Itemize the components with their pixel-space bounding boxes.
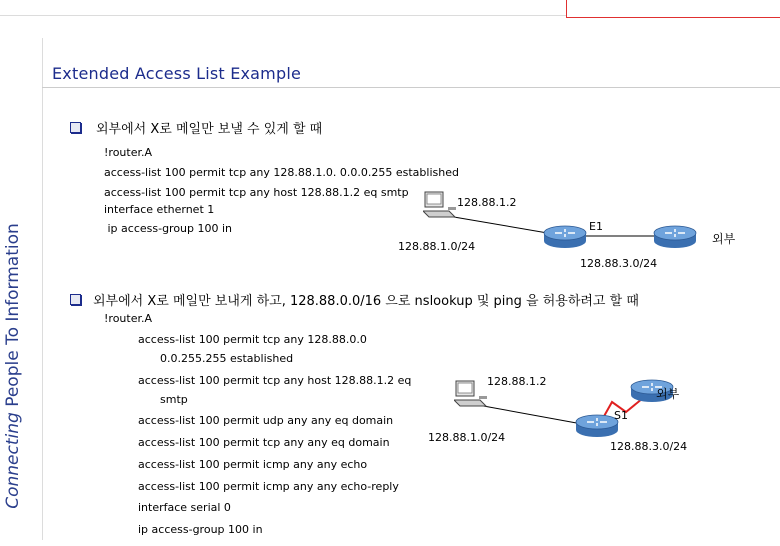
section1-code-line: access-list 100 permit tcp any 128.88.1.0. 0.0.0.255 established [104, 166, 459, 179]
wan-network-label: 128.88.3.0/24 [580, 257, 658, 270]
lan-network-label: 128.88.1.0/24 [398, 240, 476, 253]
section2-code-line: 0.0.255.255 established [160, 352, 294, 365]
section1-code-line: !router.A [104, 146, 153, 159]
section2-code-line: access-list 100 permit icmp any any echo-reply [138, 480, 399, 493]
section2-code-line: ip access-group 100 in [138, 523, 263, 536]
section2-heading: 외부에서 X로 메일만 보내게 하고, 128.88.0.0/16 으로 nslookup 및 ping 을 허용하려고 할 때 [93, 294, 639, 309]
section2-code-line: smtp [160, 393, 188, 406]
section2-code-line: access-list 100 permit icmp any any echo [138, 458, 368, 471]
sidebar-branding-text: People To Information [3, 223, 23, 413]
section2-code-line: access-list 100 permit tcp any host 128.88.1.2 eq [138, 374, 412, 387]
section1-code-line: interface ethernet 1 [104, 203, 215, 216]
section1-code-line: ip access-group 100 in [104, 222, 233, 235]
router-interface-label: S1 [614, 409, 628, 422]
router-interface-label: E1 [589, 220, 603, 233]
outside-label: 외부 [712, 232, 736, 246]
sidebar-branding-italic: Connecting [3, 412, 23, 509]
section2-code-line: interface serial 0 [138, 501, 231, 514]
outside-label: 외부 [656, 387, 680, 401]
section1-code-line: access-list 100 permit tcp any host 128.88.1.2 eq smtp [104, 186, 409, 199]
section2-router-name: !router.A [104, 312, 153, 325]
wan-network-label: 128.88.3.0/24 [610, 440, 688, 453]
section2-code-line: access-list 100 permit tcp any any eq domain [138, 436, 390, 449]
section1-heading: 외부에서 X로 메일만 보낼 수 있게 할 때 [96, 122, 323, 137]
pc-host-icon [454, 380, 488, 410]
router-icon [652, 224, 698, 250]
host-ip-label: 128.88.1.2 [487, 375, 547, 388]
router-icon [542, 224, 588, 250]
section2-code-line: access-list 100 permit udp any any eq domain [138, 414, 394, 427]
section2-code-line: access-list 100 permit tcp any 128.88.0.0 [138, 333, 367, 346]
bullet-icon [70, 294, 81, 305]
lan-network-label: 128.88.1.0/24 [428, 431, 506, 444]
host-ip-label: 128.88.1.2 [457, 196, 517, 209]
pc-host-icon [423, 191, 457, 221]
page-title: Extended Access List Example [52, 64, 302, 83]
